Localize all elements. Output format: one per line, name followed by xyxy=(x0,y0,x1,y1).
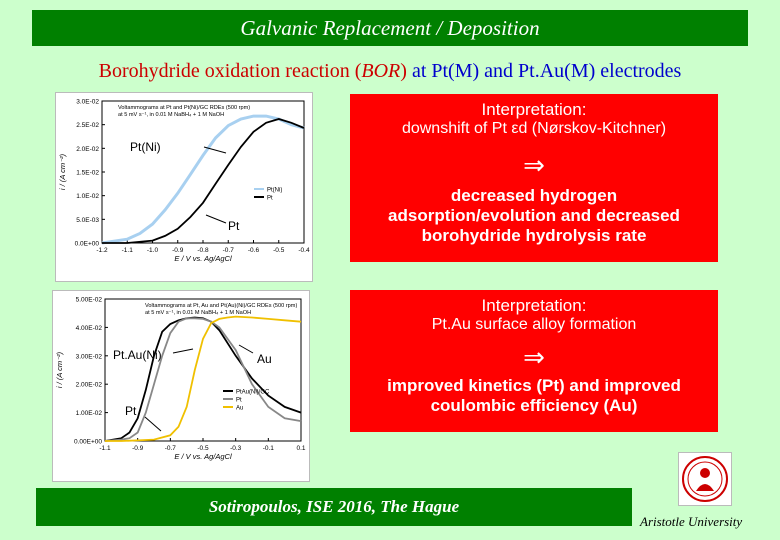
y-tick-label: 1.0E-02 xyxy=(76,193,99,201)
y-tick-label: 0.00E+00 xyxy=(73,438,102,446)
chart-title: at 5 mV s⁻¹, in 0.01 M NaBH₄ + 1 M NaOH xyxy=(118,112,225,118)
plot-area xyxy=(102,101,304,243)
y-axis-label: i / (A cm⁻²) xyxy=(55,351,64,389)
implies-arrow-icon: ⇒ xyxy=(523,342,545,372)
interpretation-2-line: Pt.Au surface alloy formation xyxy=(431,316,637,333)
university-name: Aristotle University xyxy=(640,514,743,529)
y-tick-label: 1.00E-02 xyxy=(75,410,102,418)
y-tick-label: 5.0E-03 xyxy=(76,216,99,224)
callout-line xyxy=(173,349,193,353)
x-tick-label: -0.7 xyxy=(164,445,176,452)
y-tick-label: 4.00E-02 xyxy=(75,324,102,332)
interpretation-1-title: Interpretation: xyxy=(481,100,587,119)
x-tick-label: -0.1 xyxy=(262,445,274,452)
chart-pt-ptni-svg xyxy=(56,93,312,281)
x-tick-label: -1.2 xyxy=(96,247,108,254)
interpretation-panel-2 xyxy=(350,290,718,432)
y-tick-label: 2.0E-02 xyxy=(76,145,99,153)
chart-title: Voltammograms at Pt and Pt(Ni)/GC RDEs (500 rpm) xyxy=(118,105,251,111)
callout-line xyxy=(239,345,253,353)
y-tick-label: 2.5E-02 xyxy=(76,122,99,130)
chart-pt-au-ptau xyxy=(52,290,310,482)
x-tick-label: -1.0 xyxy=(146,247,159,254)
chart-pt-ptni xyxy=(55,92,313,282)
interpretation-1-body xyxy=(350,186,718,246)
interpretation-1-body-line: adsorption/evolution and decreased xyxy=(388,206,680,225)
interpretation-2-body-line: coulombic efficiency (Au) xyxy=(430,396,638,415)
x-tick-label: -0.3 xyxy=(230,445,242,452)
interpretation-2-body-line: improved kinetics (Pt) and improved xyxy=(387,376,681,395)
y-tick-label: 1.5E-02 xyxy=(76,169,99,177)
series-line-pt xyxy=(102,119,304,243)
y-tick-label: 0.0E+00 xyxy=(74,240,99,248)
slide-title xyxy=(32,10,748,46)
footer-citation: Sotiropoulos, ISE 2016, The Hague xyxy=(208,497,460,516)
footer-citation-bar xyxy=(36,488,632,526)
x-axis-label: E / V vs. Ag/AgCl xyxy=(174,452,232,461)
y-tick-label: 3.00E-02 xyxy=(75,353,102,361)
subtitle-part3: ) xyxy=(400,60,407,82)
legend-label: Au xyxy=(236,405,244,412)
y-axis-label: i / (A cm⁻²) xyxy=(58,153,67,191)
series-line-ptau-ni-gc xyxy=(105,318,301,442)
x-tick-label: -0.9 xyxy=(132,445,144,452)
legend-label: Pt xyxy=(236,397,242,404)
y-tick-label: 3.0E-02 xyxy=(76,98,99,106)
x-tick-label: -0.5 xyxy=(273,247,285,254)
university-seal-icon xyxy=(678,452,732,506)
legend-label: Pt(Ni) xyxy=(267,187,283,194)
legend-label: Pt xyxy=(267,195,273,202)
callout-label: Pt xyxy=(228,219,240,233)
x-tick-label: -1.1 xyxy=(99,445,111,452)
y-tick-label: 5.00E-02 xyxy=(75,296,102,304)
slide-title-text: Galvanic Replacement / Deposition xyxy=(240,15,540,40)
slide-subtitle xyxy=(0,60,780,83)
x-tick-label: -0.6 xyxy=(247,247,260,254)
x-tick-label: -0.5 xyxy=(197,445,209,452)
subtitle-bor: BOR xyxy=(361,60,401,82)
x-tick-label: -1.1 xyxy=(121,247,133,254)
callout-label: Pt(Ni) xyxy=(130,140,161,154)
x-tick-label: -0.9 xyxy=(172,247,184,254)
callout-line xyxy=(145,417,161,431)
x-tick-label: -0.8 xyxy=(197,247,209,254)
x-tick-label: 0.1 xyxy=(296,445,306,452)
interpretation-1-body-line: decreased hydrogen xyxy=(450,186,618,205)
chart-pt-au-ptau-svg xyxy=(53,291,309,481)
callout-label: Pt xyxy=(125,404,137,418)
subtitle-electrodes: at Pt(M) and Pt.Au(M) electrodes xyxy=(406,60,682,82)
interpretation-panel-1 xyxy=(350,94,718,262)
series-line-pt-ni- xyxy=(102,116,304,243)
subtitle-part1: Borohydride oxidation reaction ( xyxy=(98,60,362,82)
chart-title: Voltammograms at Pt, Au and Pt(Au)(Ni)/GC RDEs (500 rpm) xyxy=(145,303,298,309)
y-tick-label: 2.00E-02 xyxy=(75,381,102,389)
x-tick-label: -0.4 xyxy=(298,247,310,254)
interpretation-2-title: Interpretation: xyxy=(481,296,587,315)
interpretation-2-body xyxy=(350,376,718,416)
chart-title: at 5 mV s⁻¹, in 0.01 M NaBH₄ + 1 M NaOH xyxy=(145,310,252,316)
callout-line xyxy=(206,215,226,223)
callout-label: Au xyxy=(257,352,272,366)
callout-label: Pt.Au(Ni) xyxy=(113,348,162,362)
interpretation-1-body-line: borohydride hydrolysis rate xyxy=(421,226,647,245)
x-axis-label: E / V vs. Ag/AgCl xyxy=(174,254,232,263)
interpretation-1-line: downshift of Pt εd (Nørskov-Kitchner) xyxy=(401,120,667,137)
implies-arrow-icon: ⇒ xyxy=(523,150,545,180)
x-tick-label: -0.7 xyxy=(222,247,234,254)
plot-area xyxy=(105,299,301,441)
legend-label: PtAu(Ni)/GC xyxy=(236,389,270,396)
